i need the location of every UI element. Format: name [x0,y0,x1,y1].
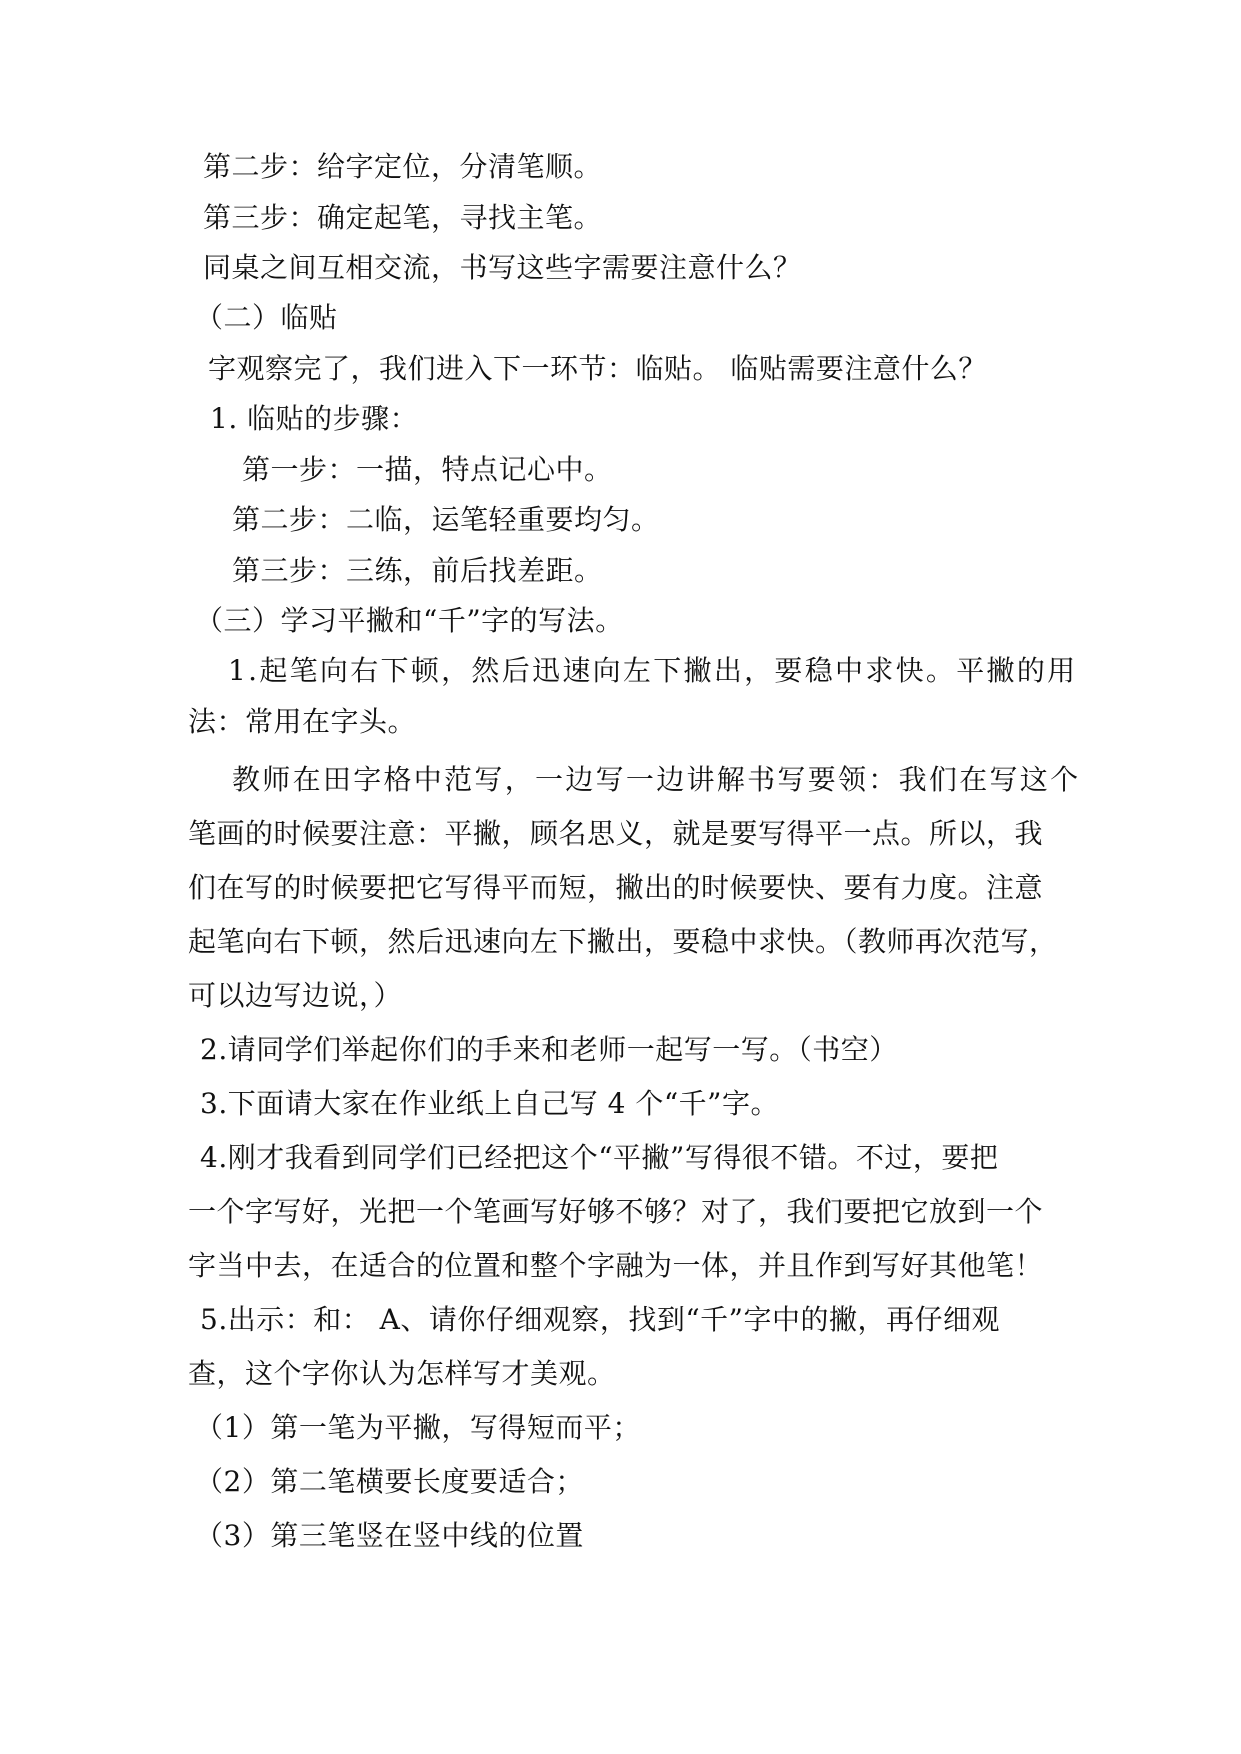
text-line: 起笔向右下顿，然后迅速向左下撇出，要稳中求快。（教师再次范写， [188,925,1058,958]
list-item: 4.刚才我看到同学们已经把这个“平撇”写得很不错。不过，要把 [200,1141,999,1174]
list-item: 1. 临贴的步骤： [210,402,419,435]
section-heading: （三）学习平撇和“千”字的写法。 [195,604,624,637]
text-line: 教师在田字格中范写，一边写一边讲解书写要领：我们在写这个 [232,763,1081,796]
list-item: 5.出示：和： A、请你仔细观察，找到“千”字中的撇，再仔细观 [200,1303,1000,1336]
text-line: 同桌之间互相交流，书写这些字需要注意什么？ [203,251,802,284]
list-item: 2.请同学们举起你们的手来和老师一起写一写。（书空） [200,1033,898,1066]
text-line: 一个字写好，光把一个笔画写好够不够？对了，我们要把它放到一个 [188,1195,1044,1228]
list-item: 3.下面请大家在作业纸上自己写 4 个“千”字。 [200,1087,779,1120]
list-item: 第一步：一描，特点记心中。 [242,453,613,486]
list-item: （2）第二笔横要长度要适合； [195,1465,584,1498]
list-item: （3）第三笔竖在竖中线的位置 [195,1519,584,1552]
text-line: 可以边写边说，） [188,979,403,1012]
text-line: 1.起笔向右下顿，然后迅速向左下撇出，要稳中求快。平撇的用 [228,654,1078,687]
text-line: 字观察完了，我们进入下一环节：临贴。 临贴需要注意什么？ [208,352,987,385]
list-item: 第二步：二临，运笔轻重要均匀。 [232,503,660,536]
text-line: 法：常用在字头。 [188,705,417,738]
section-heading: （二）临贴 [195,301,338,334]
text-line: 们在写的时候要把它写得平而短，撇出的时候要快、要有力度。注意 [188,871,1044,904]
text-line: 字当中去，在适合的位置和整个字融为一体，并且作到写好其他笔！ [188,1249,1044,1282]
list-item: （1）第一笔为平撇，写得短而平； [195,1411,641,1444]
text-line: 第三步：确定起笔，寻找主笔。 [203,201,603,234]
list-item: 第三步：三练，前后找差距。 [232,554,603,587]
text-line: 第二步：给字定位，分清笔顺。 [203,150,603,183]
text-line: 笔画的时候要注意：平撇，顾名思义，就是要写得平一点。所以，我 [188,817,1044,850]
text-line: 查，这个字你认为怎样写才美观。 [188,1357,616,1390]
